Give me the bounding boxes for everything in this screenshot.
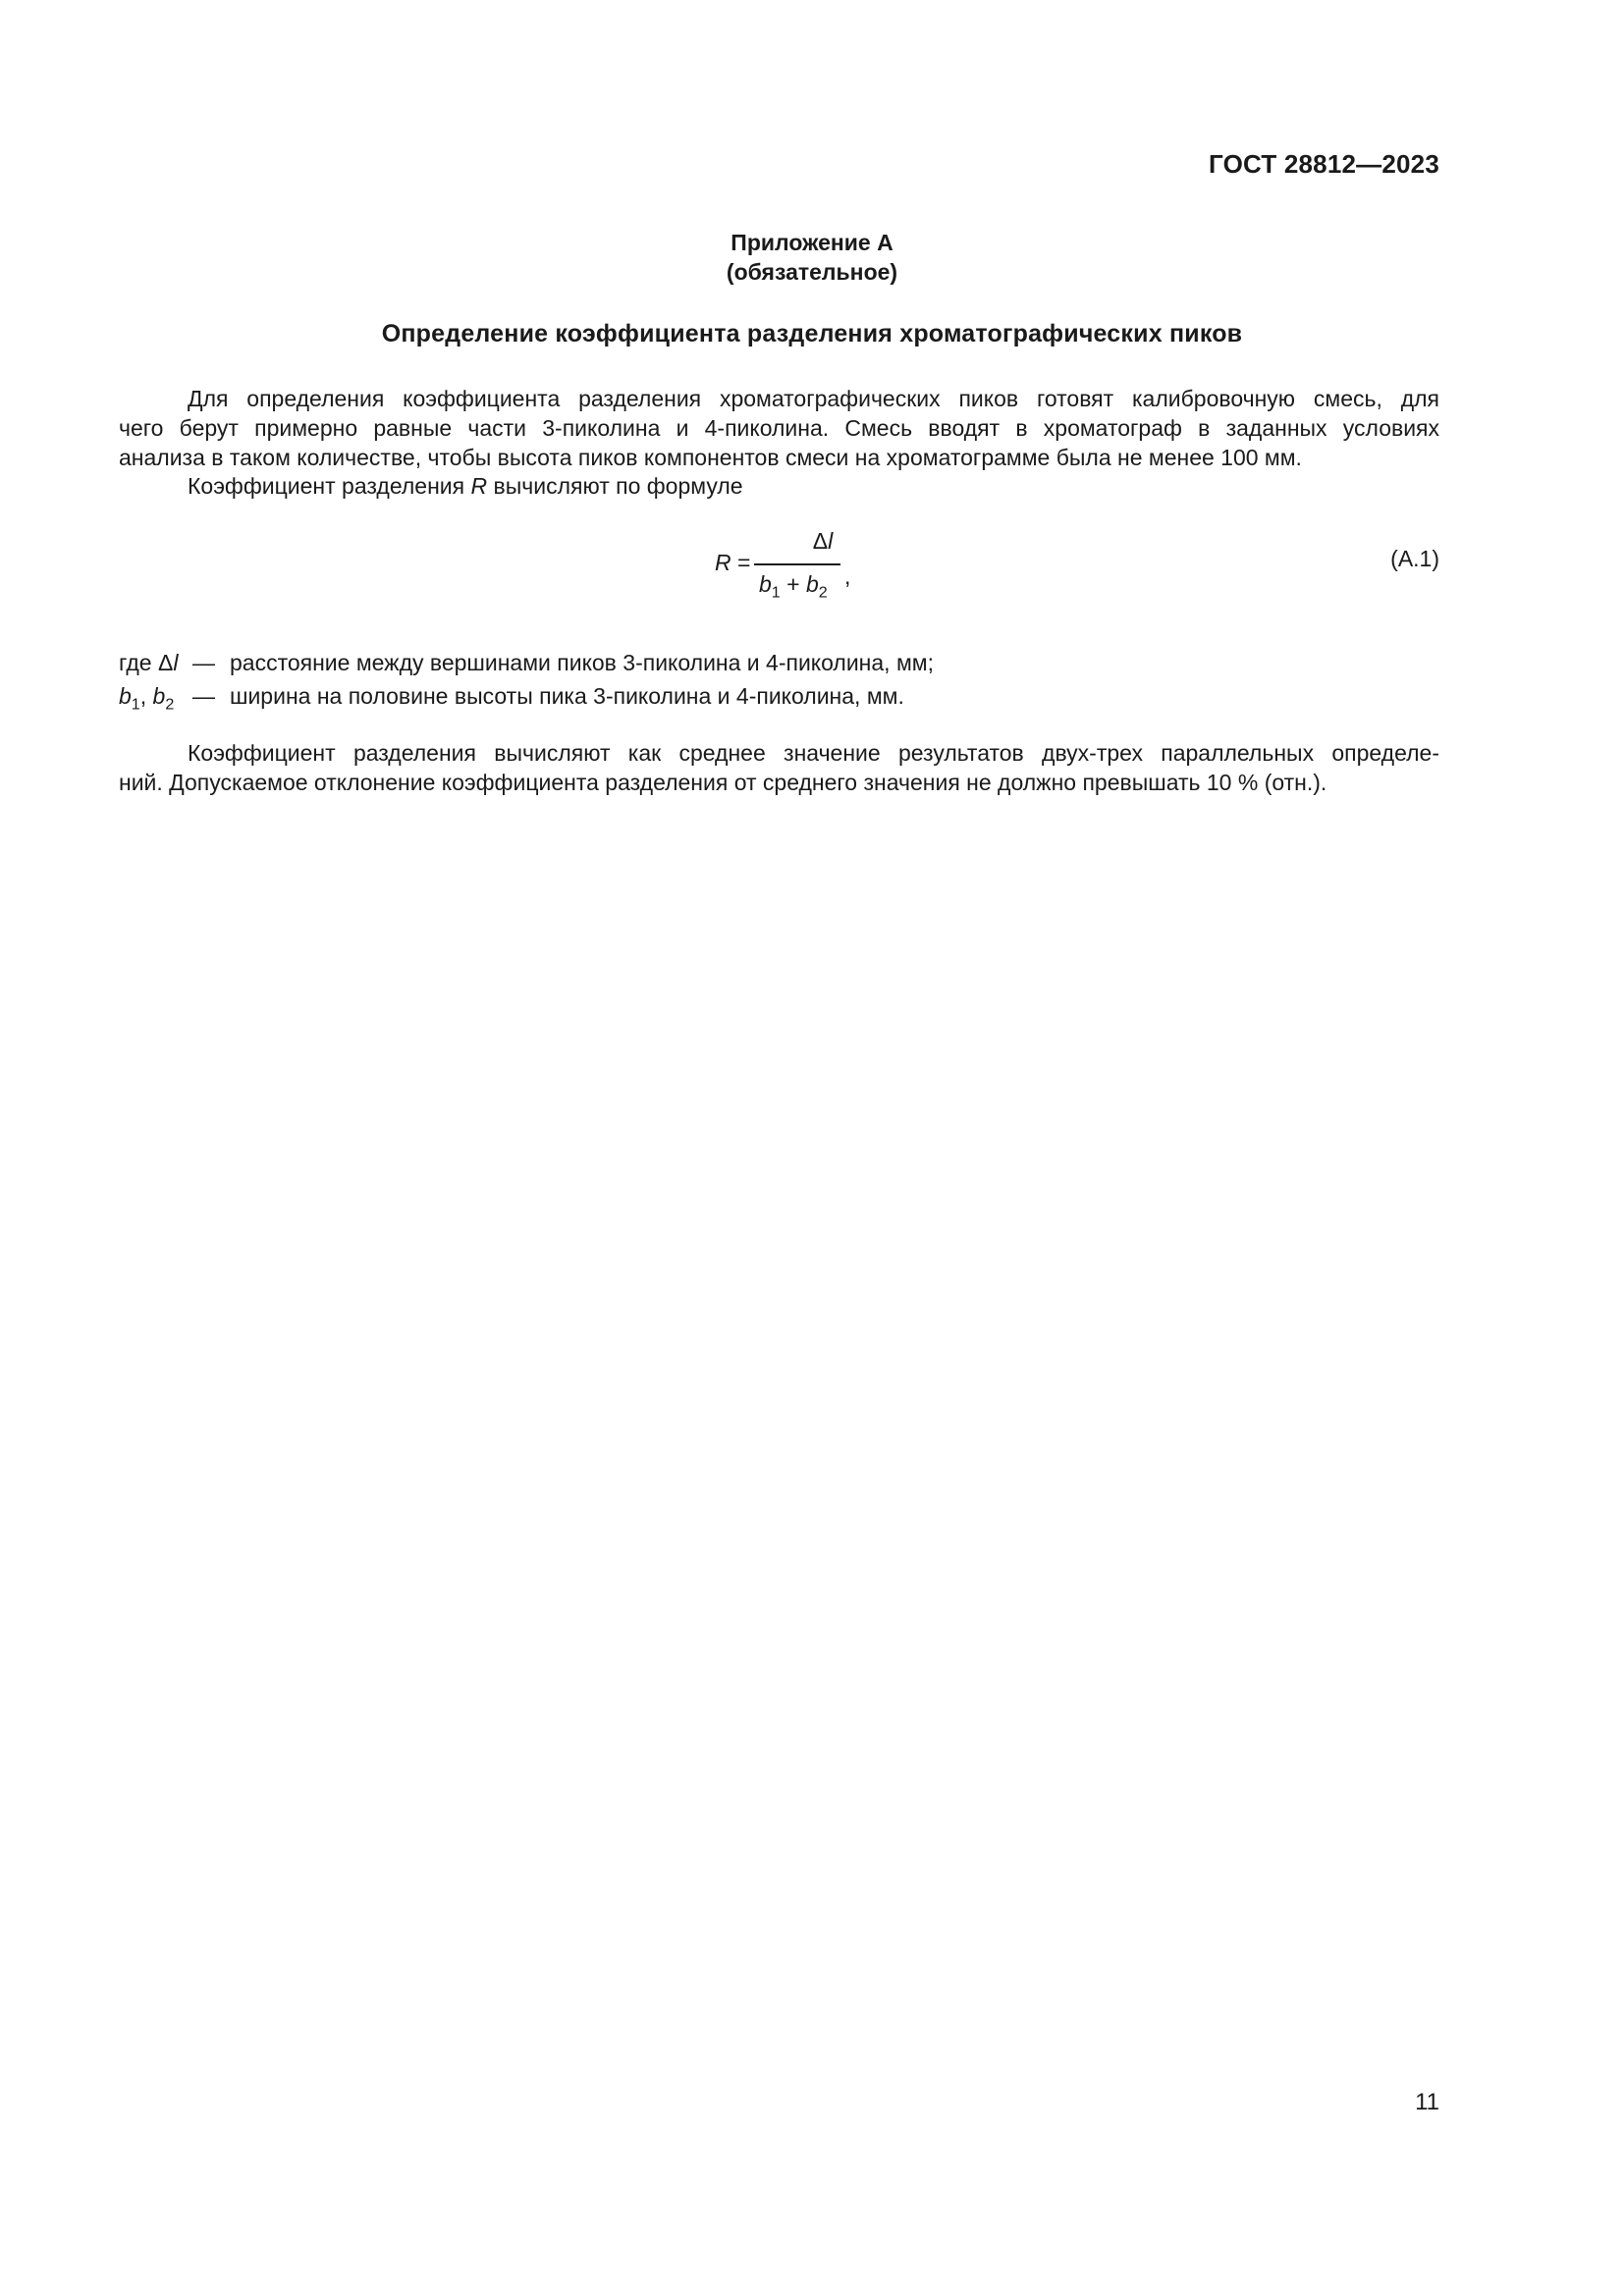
definition-dash: — — [192, 683, 215, 709]
paragraph-line: ний. Допускаемое отклонение коэффициента разделения от среднего значения не должно превышать 10 % (отн.). — [119, 770, 1327, 795]
annex-heading — [0, 228, 1624, 287]
term-var-b1: b — [119, 683, 132, 709]
formula-var-l: l — [828, 528, 834, 554]
fraction-bar — [754, 563, 840, 565]
formula-denominator — [759, 571, 828, 602]
subscript-2: 2 — [818, 583, 828, 602]
subscript-1: 1 — [771, 583, 781, 602]
paragraph-line: Для определения коэффициента разделения хроматографических пиков готовят калибровочную смесь, для — [188, 386, 1439, 411]
paragraph-intro — [119, 384, 1439, 472]
paragraph-line: анализа в таком количестве, чтобы высота пиков компонентов смеси на хроматограмме была не менее 100 мм. — [119, 445, 1302, 470]
formula-lhs — [715, 550, 750, 576]
formula-symbol-r: R — [715, 550, 731, 575]
where-definitions — [119, 646, 934, 713]
formula-var-b2: b — [805, 571, 819, 597]
text-fragment: вычисляют по формуле — [487, 473, 743, 499]
definition-dash: — — [192, 650, 215, 675]
paragraph-averaging — [119, 738, 1439, 797]
where-intro: где — [119, 650, 152, 675]
definition-term — [119, 679, 192, 713]
equation-number: (А.1) — [1390, 546, 1439, 571]
term-separator: , — [139, 683, 153, 709]
definition-text: расстояние между вершинами пиков 3-пиколина и 4-пиколина, мм; — [230, 650, 934, 675]
page-number: 11 — [1415, 2089, 1439, 2115]
annex-status: (обязательное) — [726, 259, 898, 285]
paragraph-line: чего берут примерно равные части 3-пиколина и 4-пиколина. Смесь вводят в хроматограф в заданных условиях — [119, 415, 1439, 441]
definition-row — [119, 646, 934, 679]
delta-symbol: Δ — [812, 528, 829, 554]
paragraph-line — [119, 471, 1439, 501]
symbol-r: R — [470, 473, 488, 499]
formula-numerator — [781, 528, 865, 555]
formula-var-b1: b — [759, 571, 772, 597]
paragraph-formula-intro — [119, 471, 1439, 501]
annex-title: Приложение А — [731, 230, 893, 255]
definition-row — [119, 679, 934, 713]
definition-term — [119, 646, 192, 679]
paragraph-line: Коэффициент разделения вычисляют как среднее значение результатов двух-трех параллельных определе- — [188, 740, 1439, 766]
formula-comma: , — [844, 563, 851, 589]
definition-text: ширина на половине высоты пика 3-пиколина и 4-пиколина, мм. — [230, 683, 904, 709]
delta-symbol: Δ — [157, 650, 174, 675]
standard-code: ГОСТ 28812—2023 — [1209, 149, 1439, 179]
text-fragment: Коэффициент разделения — [188, 473, 471, 499]
term-var-b2: b — [152, 683, 166, 709]
section-title: Определение коэффициента разделения хроматографических пиков — [381, 320, 1243, 347]
subscript-1: 1 — [131, 695, 140, 714]
formula-equals: = — [737, 550, 751, 575]
subscript-2: 2 — [165, 695, 175, 714]
term-var-l: l — [173, 650, 179, 675]
formula-plus: + — [786, 571, 800, 597]
